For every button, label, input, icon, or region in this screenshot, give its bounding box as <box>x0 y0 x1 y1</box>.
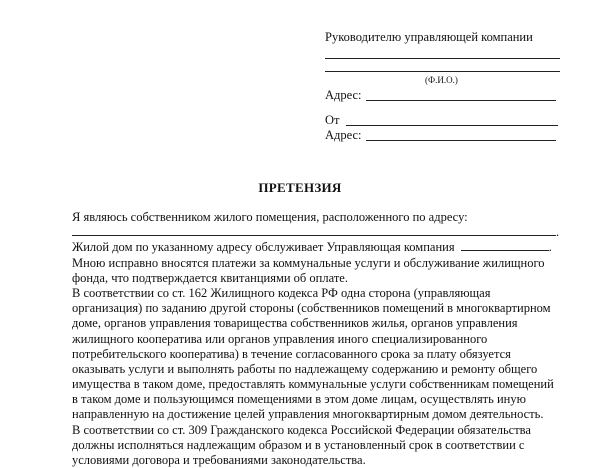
address-fill-end: . <box>556 225 560 240</box>
recipient-name-rule-2 <box>325 71 560 72</box>
body-line: направленную на достижение целей управления многоквартирным домом деятельность. <box>72 407 544 422</box>
body-line: условиями договора и требованиями законодательства. <box>72 453 366 467</box>
company-name-rule <box>461 240 549 251</box>
address-rule-2 <box>366 140 556 141</box>
body-line-text: Жилой дом по указанному адресу обслуживает Управляющая компания <box>72 240 455 255</box>
address-fill-line <box>72 225 562 240</box>
address-label-1: Адрес: <box>325 88 362 102</box>
body-line <box>72 240 562 255</box>
document-title: ПРЕТЕНЗИЯ <box>258 180 342 195</box>
from-label: От <box>325 113 340 127</box>
body-line: фонда, что подтверждается квитанциями об оплате. <box>72 270 348 285</box>
address-rule-1 <box>366 100 556 101</box>
body-line: жилищного кооператива или органов управления иного специализированного <box>72 331 488 346</box>
body-line: Мною исправно вносятся платежи за коммунальные услуги и обслуживание жилищного <box>72 255 545 270</box>
intro-line: Я являюсь собственником жилого помещения, расположенного по адресу: <box>72 210 468 224</box>
body-line: В соответствии со ст. 162 Жилищного кодекса РФ одна сторона (управляющая <box>72 285 491 300</box>
body-line: имущества в таком доме, предоставлять коммунальные услуги собственникам помещений <box>72 377 554 392</box>
fio-caption: (Ф.И.О.) <box>425 75 458 85</box>
recipient-name-rule <box>325 58 560 59</box>
body-line: должны исполняться надлежащим образом и в установленный срок в соответствии с <box>72 437 525 452</box>
body-line: В соответствии со ст. 309 Гражданского кодекса Российской Федерации обязательства <box>72 422 531 437</box>
body-line: организация) по заданию другой стороны (собственников помещений в многоквартирном <box>72 301 551 316</box>
body-line: потребительского кооператива) в течение согласованного срока за плату обязуется <box>72 346 511 361</box>
recipient-line: Руководителю управляющей компании <box>325 30 533 44</box>
body-line: оказывать услуги и выполнять работы по надлежащему содержанию и ремонту общего <box>72 361 538 376</box>
body-line: доме, органов управления товарищества собственников жилья, органов управления <box>72 316 518 331</box>
address-label-2: Адрес: <box>325 128 362 142</box>
document-body <box>72 210 562 468</box>
company-name-end: . <box>548 240 552 255</box>
from-rule <box>346 125 558 126</box>
address-fill-rule <box>72 225 556 236</box>
body-line: в таком доме и пользующимся помещениями в этом доме лицам, осуществлять иную <box>72 392 526 407</box>
